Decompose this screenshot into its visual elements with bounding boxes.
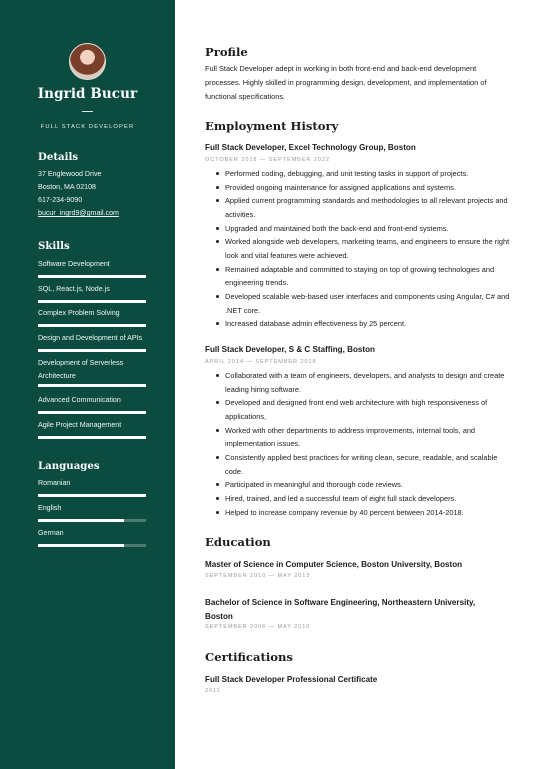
skill-bar-fill (38, 436, 146, 439)
skill-bar (38, 436, 146, 439)
job-dates: OCTOBER 2018 — SEPTEMBER 2022 (205, 157, 330, 163)
education-dates: SEPTEMBER 2010 — MAY 2013 (205, 573, 311, 579)
sidebar (0, 0, 175, 769)
skill-bar (38, 349, 146, 352)
language-item (38, 527, 146, 547)
job-bullets (216, 369, 511, 519)
education-title: Bachelor of Science in Software Engineering, Northeastern University, Boston (205, 598, 476, 621)
details-heading: Details (38, 151, 79, 163)
list-item: Participated in meaningful and thorough code reviews. (216, 478, 511, 492)
skill-item (38, 394, 146, 414)
skill-bar-fill (38, 324, 146, 327)
list-item: Developed scalable web-based user interfaces and components using Angular, C# and .NET core. (216, 290, 511, 317)
skill-bar (38, 411, 146, 414)
skill-bar-fill (38, 384, 146, 387)
skill-item (38, 357, 138, 382)
list-item: Worked with other departments to address improvements, internal tools, and implementation issues. (216, 424, 511, 451)
skill-bar-fill (38, 349, 146, 352)
list-item: Helped to increase company revenue by 40 percent between 2014-2018. (216, 506, 511, 520)
skill-item-bar-holder (38, 380, 146, 387)
candidate-name: Ingrid Bucur (37, 86, 138, 102)
list-item: Increased database admin effectiveness by 25 percent. (216, 317, 511, 331)
skills-heading: Skills (38, 240, 70, 252)
skill-label: Development of Serverless Architecture (38, 359, 124, 380)
skill-bar-fill (38, 275, 146, 278)
language-bar (38, 544, 146, 547)
certifications-heading: Certifications (205, 650, 293, 664)
skill-bar-fill (38, 411, 146, 414)
name-divider (82, 111, 93, 112)
list-item: Developed and designed front end web architecture with high responsiveness of applications, (216, 396, 511, 423)
skill-bar (38, 384, 146, 387)
list-item: Worked alongside web developers, marketing teams, and engineers to ensure the right look and vital features were achieved. (216, 235, 511, 262)
language-bar-fill (38, 544, 124, 547)
skill-label: Design and Development of APIs (38, 334, 143, 342)
language-label: German (38, 529, 64, 537)
skill-bar (38, 324, 146, 327)
education-dates: SEPTEMBER 2006 — MAY 2010 (205, 624, 311, 630)
language-bar (38, 494, 146, 497)
skill-item (38, 307, 146, 327)
profile-text: Full Stack Developer adept in working in both front-end and back-end development processes. Highly skilled in programming design, development, and implementation of functional specifications. (205, 64, 487, 101)
skill-item (38, 332, 146, 352)
job-title-entry: Full Stack Developer, S & C Staffing, Boston (205, 345, 375, 354)
education-title: Master of Science in Computer Science, Boston University, Boston (205, 560, 463, 569)
languages-heading: Languages (38, 460, 100, 472)
profile-heading: Profile (205, 45, 248, 59)
skill-bar-fill (38, 300, 146, 303)
skill-item (38, 419, 146, 439)
address-line-1: 37 Englewood Drive (38, 170, 102, 178)
certification-dates: 2011 (205, 688, 221, 694)
list-item: Hired, trained, and led a successful team of eight full stack developers. (216, 492, 511, 506)
language-bar-fill (38, 494, 146, 497)
phone: 617-234-9090 (38, 196, 83, 204)
address-line-2: Boston, MA 02108 (38, 183, 96, 191)
skill-bar (38, 275, 146, 278)
language-label: English (38, 504, 62, 512)
skill-bar (38, 300, 146, 303)
employment-heading: Employment History (205, 119, 339, 133)
list-item: Collaborated with a team of engineers, developers, and analysts to design and create leading hiring software. (216, 369, 511, 396)
list-item: Performed coding, debugging, and unit testing tasks in support of projects. (216, 167, 511, 181)
skill-item (38, 283, 146, 303)
skill-item (38, 258, 146, 278)
job-title: FULL STACK DEVELOPER (40, 124, 135, 130)
list-item: Remained adaptable and committed to staying on top of growing technologies and engineering trends. (216, 263, 511, 290)
job-bullets (216, 167, 511, 331)
education-heading: Education (205, 535, 271, 549)
avatar (69, 43, 106, 80)
skill-label: Advanced Communication (38, 396, 121, 404)
list-item: Provided ongoing maintenance for assigned applications and systems. (216, 181, 511, 195)
email-link[interactable]: bucur_ingrd9@gmail.com (38, 209, 119, 217)
list-item: Applied current programming standards and methodologies to all relevant projects and activities. (216, 194, 511, 221)
job-title-entry: Full Stack Developer, Excel Technology Group, Boston (205, 143, 416, 152)
skill-label: SQL, React.js, Node.js (38, 285, 110, 293)
job-dates: APRIL 2014 — SEPTEMBER 2018 (205, 359, 317, 365)
language-label: Romanian (38, 479, 71, 487)
certification-title: Full Stack Developer Professional Certificate (205, 675, 378, 684)
list-item: Consistently applied best practices for writing clean, secure, readable, and scalable code. (216, 451, 511, 478)
language-item (38, 502, 146, 522)
language-bar-fill (38, 519, 124, 522)
skill-label: Agile Project Management (38, 421, 122, 429)
language-bar (38, 519, 146, 522)
list-item: Upgraded and maintained both the back-end and front-end systems. (216, 222, 511, 236)
language-item (38, 477, 146, 497)
skill-label: Complex Problem Solving (38, 309, 120, 317)
skill-label: Software Development (38, 260, 110, 268)
